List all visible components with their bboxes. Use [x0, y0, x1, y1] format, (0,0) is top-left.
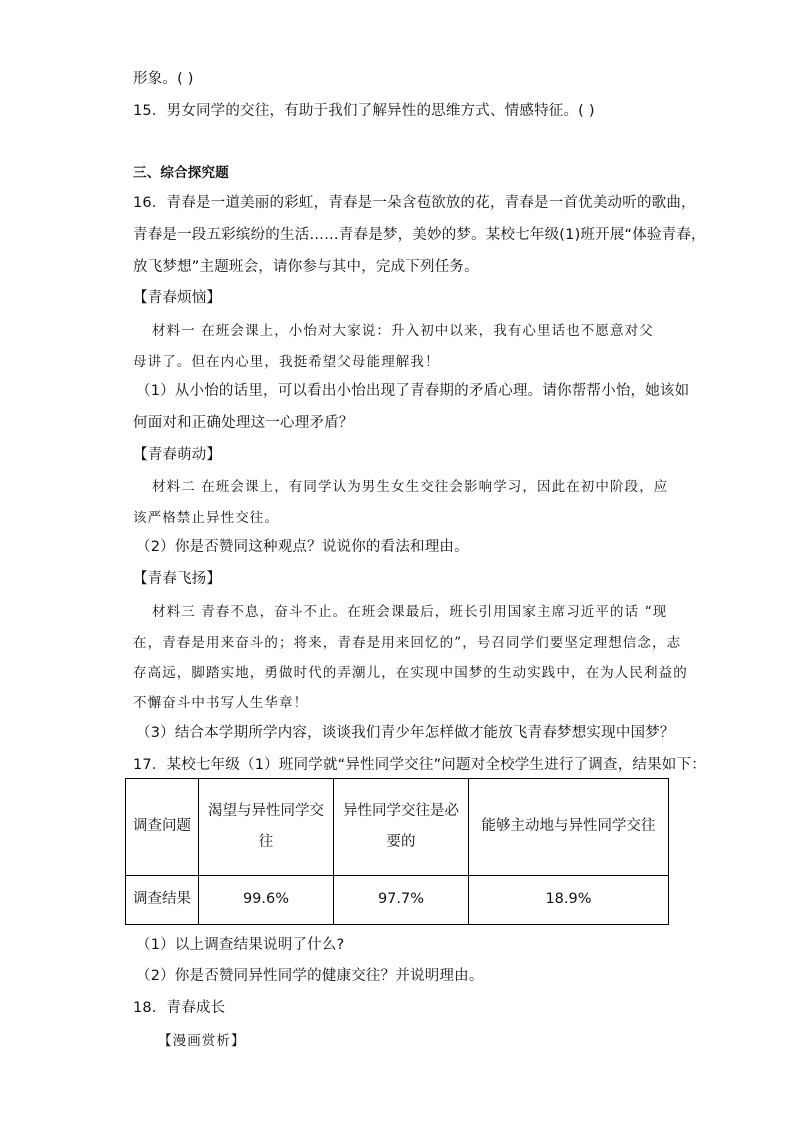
- subsection-title: 【漫画赏析】: [158, 1033, 246, 1049]
- material-line: 材料三 青春不息，奋斗不止。在班会课最后，班长引用国家主席习近平的话 “现: [152, 604, 668, 620]
- material-line: 材料一 在班会课上，小怡对大家说：升入初中以来，我有心里话也不愿意对父: [152, 323, 654, 339]
- sub-question: 何面对和正确处理这一心理矛盾？: [133, 415, 354, 431]
- material-line: 母讲了。但在内心里，我挺希望父母能理解我！: [133, 354, 440, 370]
- question-15: 15．男女同学的交往，有助于我们了解异性的思维方式、情感特征。( ): [133, 103, 595, 119]
- survey-table: [125, 778, 669, 925]
- table-row: [126, 875, 669, 924]
- table-cell: 调查问题: [126, 779, 199, 876]
- section-heading: 三、综合探究题: [133, 165, 229, 181]
- subsection-title: 【青春烦恼】: [133, 290, 222, 306]
- table-row: [126, 779, 669, 876]
- sub-question: （3）结合本学期所学内容，谈谈我们青少年怎样做才能放飞青春梦想实现中国梦？: [136, 725, 675, 741]
- subsection-title: 【青春萌动】: [133, 447, 222, 463]
- material-line: 存高远，脚踏实地，勇做时代的弄潮儿，在实现中国梦的生动实践中，在为人民利益的: [133, 665, 688, 681]
- table-cell: 能够主动地与异性同学交往: [469, 779, 669, 876]
- subsection-title: 【青春飞扬】: [133, 571, 222, 587]
- table-cell: 18.9%: [469, 875, 669, 924]
- question-16-line: 16．青春是一道美丽的彩虹，青春是一朵含苞欲放的花，青春是一首优美动听的歌曲，: [133, 195, 696, 211]
- question-17: 17．某校七年级（1）班同学就“异性同学交往”问题对全校学生进行了调查，结果如下：: [133, 757, 706, 773]
- material-line: 不懈奋斗中书写人生华章！: [133, 695, 309, 711]
- table-cell: 调查结果: [126, 875, 199, 924]
- table-cell: 97.7%: [334, 875, 469, 924]
- table-cell: 异性同学交往是必要的: [334, 779, 469, 876]
- sub-question: （1）以上调查结果说明了什么?: [136, 937, 345, 953]
- question-16-line: 放飞梦想”主题班会，请你参与其中，完成下列任务。: [133, 259, 479, 275]
- material-line: 在，青春是用来奋斗的；将来，青春是用来回忆的”，号召同学们要坚定理想信念，志: [133, 635, 682, 651]
- material-line: 材料二 在班会课上，有同学认为男生女生交往会影响学习，因此在初中阶段，应: [152, 479, 669, 495]
- sub-question: （2）你是否赞同这种观点？说说你的看法和理由。: [136, 539, 469, 555]
- question-16-line: 青春是一段五彩缤纷的生活……青春是梦，美妙的梦。某校七年级(1)班开展“体验青春，: [133, 227, 706, 243]
- sub-question: （2）你是否赞同异性同学的健康交往？并说明理由。: [136, 968, 484, 984]
- text-line: 形象。( ): [133, 71, 194, 87]
- material-line: 该严格禁止异性交往。: [133, 510, 279, 526]
- sub-question: （1）从小怡的话里，可以看出小怡出现了青春期的矛盾心理。请你帮帮小怡，她该如: [136, 383, 690, 399]
- question-18: 18．青春成长: [133, 1000, 226, 1016]
- table-cell: 99.6%: [199, 875, 334, 924]
- table-cell: 渴望与异性同学交往: [199, 779, 334, 876]
